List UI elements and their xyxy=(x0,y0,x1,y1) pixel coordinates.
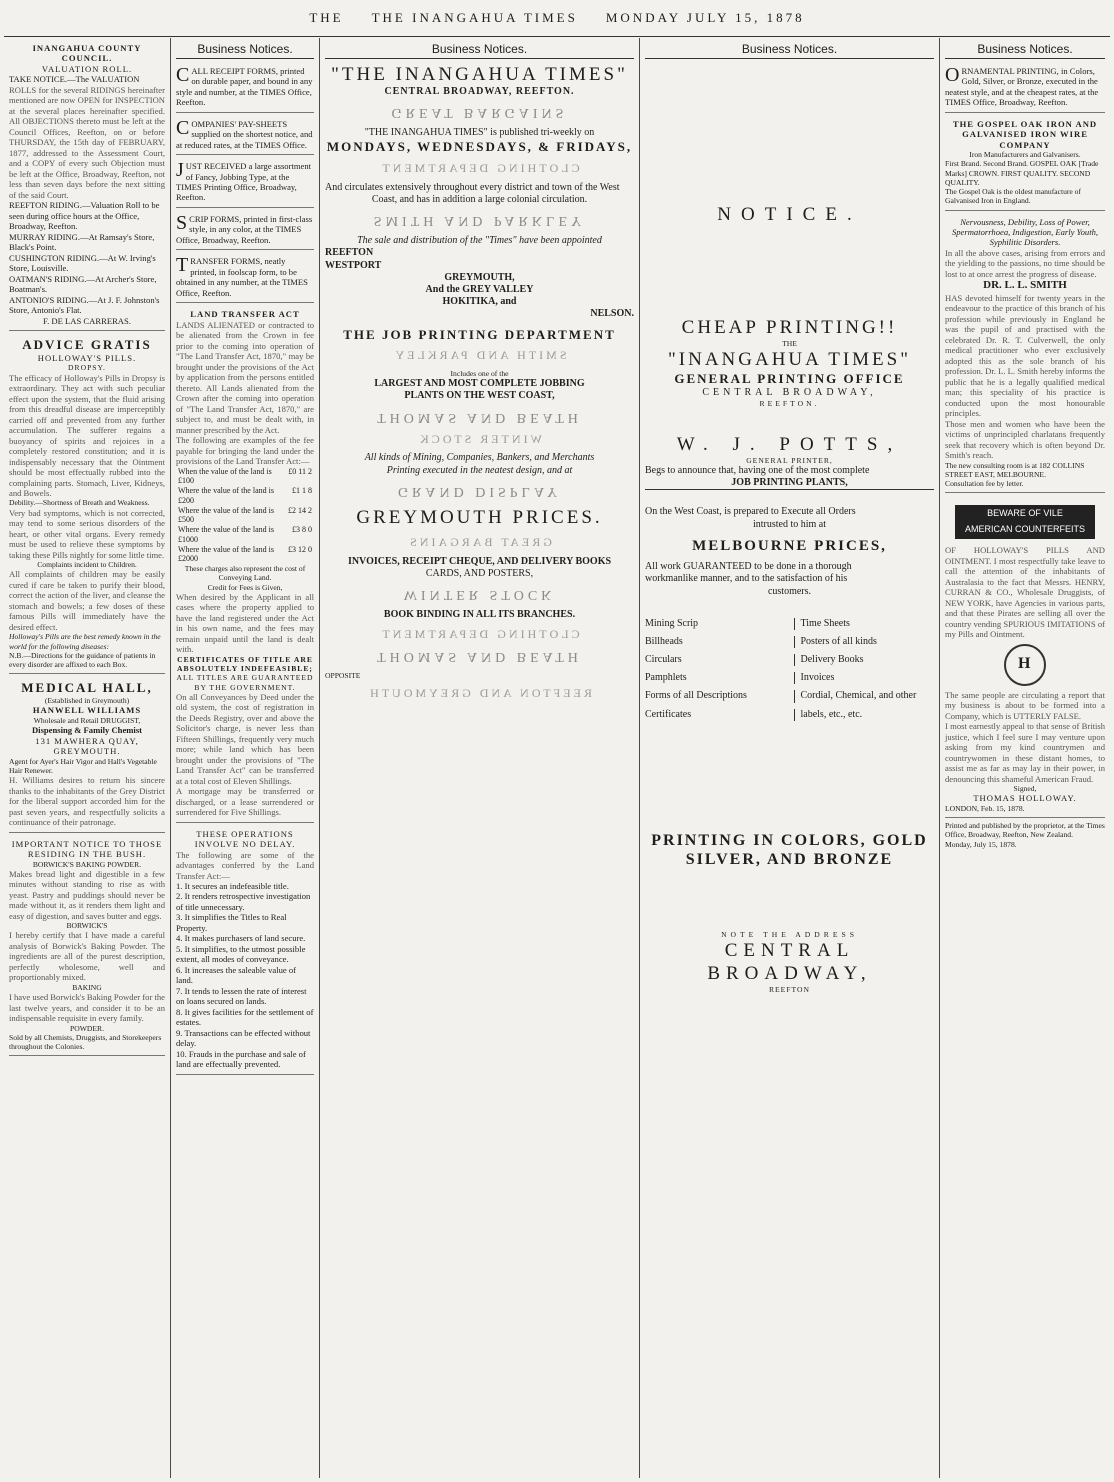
scrip-ad: SCRIP FORMS, printed in first-class style, in any color, at the TIMES Office, Broadway, Reefton. xyxy=(176,211,314,250)
beware-line: BEWARE OF VILE xyxy=(987,508,1063,519)
the-label: THE xyxy=(782,338,797,348)
beware-body-2: The same people are circulating a report that my business is about to be formed into a Company, which is UTTERLY FALSE. xyxy=(945,689,1105,721)
masthead-date: MONDAY JULY 15, 1878 xyxy=(605,10,805,25)
riding-2: CUSHINGTON RIDING.—At W. Irving's Store, Louisville. xyxy=(9,252,156,274)
imprint-line: Printed and published by the proprietor, at the Times Office, Broadway, Reefton, New Zealand. xyxy=(945,821,1105,840)
reefton-footer: REEFTON xyxy=(768,985,811,995)
item-right: labels, etc., etc. xyxy=(794,709,935,721)
counterfeits-line: AMERICAN COUNTERFEITS xyxy=(964,524,1085,535)
riding-0: REEFTON RIDING.—Valuation Roll to be seen during office hours at the Office, Broadway, Reefton. xyxy=(9,200,160,232)
land-body: LANDS ALIENATED or contracted to be alienated from the Crown in fee prior to the coming into operation of "The Land Transfer Act, 1870," may be brought under the provisions of the Act by application from the persons entitled thereto. All Lands alienated from the Crown after the coming into operation of "The Land Transfer Act, 1870," are subject to, and must be dealt with, in manner prescribed by the Act. xyxy=(176,319,314,435)
notice-heading: TAKE NOTICE.—The VALUATION xyxy=(9,74,140,85)
masthead-the: THE xyxy=(309,10,344,25)
reefton-line: REEFTON. xyxy=(759,399,820,409)
column-3 xyxy=(320,38,639,1478)
gospel-note: The Gospel Oak is the oldest manufacture of Galvanised Iron in England. xyxy=(945,187,1082,206)
advantage-item: 3. It simplifies the Titles to Real Property. xyxy=(176,912,287,933)
job-dept-heading: THE JOB PRINTING DEPARTMENT xyxy=(343,326,616,342)
credit-body: When desired by the Applicant in all cases where the property applied to have the land registered under the Act in his own name, and the fees may remain unpaid until the land is dealt with. xyxy=(176,591,314,655)
london-date: LONDON, Feb. 15, 1878. xyxy=(945,803,1025,813)
call-receipt-ad: CALL RECEIPT FORMS, printed on durable paper, and bound in any style and number, at the TIMES Office, Reefton. xyxy=(176,63,314,113)
riding-3: OATMAN'S RIDING.—At Archer's Store, Boatman's. xyxy=(9,273,157,295)
nervousness-body: In all the above cases, arising from errors and the yielding to the passions, no time should be lost to at once arrest the progress of disease. xyxy=(945,247,1105,279)
smith-body-2: Those men and women who have been the victims of unprincipled charlatans frequently seek that recovery which is often beyond Dr. Smith's reach. xyxy=(945,418,1105,461)
central-broadway-footer: CENTRAL BROADWAY, xyxy=(707,940,872,985)
medical-hall-heading: MEDICAL HALL, xyxy=(21,680,153,696)
bleed-through-text: WINTER STOCK xyxy=(417,431,542,446)
dispensing-line: Dispensing & Family Chemist xyxy=(31,725,143,736)
certificates-heading: CERTIFICATES OF TITLE ARE ABSOLUTELY INDEFEASIBLE; xyxy=(177,654,313,674)
complaints-body: All complaints of children may be easily cured if care be taken to purify their blood, correct the action of the liver, and cleanse the stomach and bowels; a few doses of these famous Pills will immediately have the desired effect. xyxy=(9,569,165,632)
riding-4: ANTONIO'S RIDING.—At J. F. Johnston's Store, Antonio's Flat. xyxy=(9,294,160,316)
notice-body: ROLLS for the several RIDINGS hereinafter mentioned are now OPEN for INSPECTION at the several places hereinafter specified. All OBJECTIONS thereto must be left at the Council Offices, Reefton, on or before THURSDAY, the 15th day of FEBRUARY, 1877, addressed to the Assessment Court, and a COPY of every such Objection must be left at the Office, Broadway, Reefton, not less than seven days before the next sitting of the said Court. xyxy=(9,84,165,200)
mortgage-note: A mortgage may be transferred or discharged, or a lease surrendered or surrendered for Five Shillings. xyxy=(176,786,314,818)
complaints-heading: Complaints incident to Children. xyxy=(37,560,137,570)
guaranteed-heading: ALL TITLES ARE GUARANTEED BY THE GOVERNMENT. xyxy=(176,673,314,692)
fee-row xyxy=(176,506,314,526)
council-heading: INANGAHUA COUNTY COUNCIL. xyxy=(32,43,142,64)
fee-value: £3 12 0 xyxy=(288,544,312,554)
holloway-heading: HOLLOWAY'S PILLS. xyxy=(37,352,137,363)
opposite-label: OPPOSITE xyxy=(325,670,361,680)
advantages-intro: The following are some of the advantages conferred by the Land Transfer Act:— xyxy=(176,849,314,881)
silver-line: SILVER, AND BRONZE xyxy=(685,851,894,869)
bookbinding-line: BOOK BINDING IN ALL ITS BRANCHES. xyxy=(383,609,576,621)
plants-line: PLANTS ON THE WEST COAST, xyxy=(404,390,555,402)
includes-line: Includes one of the xyxy=(450,368,509,378)
cards-line: CARDS, AND POSTERS, xyxy=(425,567,534,579)
fee-value: £3 8 0 xyxy=(292,525,312,535)
holloway-seal-icon xyxy=(1004,644,1046,686)
advantage-item: 8. It gives facilities for the settlement of estates. xyxy=(176,1006,314,1028)
town-nelson: NELSON. xyxy=(590,308,634,320)
holloway-signature: THOMAS HOLLOWAY. xyxy=(973,793,1077,804)
invoices-line: INVOICES, RECEIPT CHEQUE, AND DELIVERY BOOKS xyxy=(347,555,612,567)
business-notices-header: Business Notices. xyxy=(325,40,634,59)
bleed-through-text: GREAT BARGAINS xyxy=(407,534,552,549)
note-address: NOTE THE ADDRESS xyxy=(721,929,858,939)
borwicks-label: BORWICK'S xyxy=(66,921,108,931)
advantage-item: 7. It tends to lessen the rate of interest on loans secured on lands. xyxy=(176,985,307,1007)
circulates-line: And circulates extensively throughout every district and town of the West xyxy=(325,181,620,193)
advantage-item: 1. It secures an indefeasible title. xyxy=(176,881,289,891)
melbourne-prices: MELBOURNE PRICES, xyxy=(692,537,887,554)
largest-line: LARGEST AND MOST COMPLETE JOBBING xyxy=(374,378,585,390)
item-left: Mining Scrip xyxy=(645,617,699,629)
published-line: "THE INANGAHUA TIMES" is published tri-weekly on xyxy=(364,127,595,139)
dropsy-heading: DROPSY. xyxy=(68,363,106,373)
bleed-through-text: GREAT BARGAINS xyxy=(391,105,568,121)
masthead-name: THE INANGAHUA TIMES xyxy=(371,10,578,25)
plants-line: JOB PRINTING PLANTS, xyxy=(645,477,934,490)
ornamental-ad: ORNAMENTAL PRINTING, in Colors, Gold, Silver, or Bronze, executed in the neatest style, and at the cheapest rates, at the TIMES Office, Broadway, Reefton. xyxy=(945,63,1105,113)
notice-heading: NOTICE. xyxy=(717,203,862,225)
item-left: Circulars xyxy=(645,654,682,666)
west-line: On the West Coast, is prepared to Execute all Orders xyxy=(645,506,856,518)
advantage-item: 4. It makes purchasers of land secure. xyxy=(176,933,306,944)
debility-body: Very bad symptoms, which is not corrected, may tend to some serious disorders of the heart, or other vital organs. Every remedy must be used to relieve these symptoms by taking these Pills nightly for some little time. xyxy=(9,507,165,560)
executed-line: Printing executed in the neatest design, and at xyxy=(386,464,573,476)
central-broadway: CENTRAL BROADWAY, xyxy=(702,387,877,399)
fee-label: Where the value of the land is £200 xyxy=(178,486,274,505)
masthead xyxy=(0,0,1114,36)
bleed-through-text: REEFTON AND GREYMOUTH xyxy=(367,686,592,701)
important-heading: IMPORTANT NOTICE TO THOSE RESIDING IN THE BUSH. xyxy=(11,838,163,860)
certify-body: I hereby certify that I have made a careful analysis of Borwick's Baking Powder. The ingredients are all of the purest description, perfectly wholesome, well and proportionably mixed. xyxy=(9,930,165,983)
diseases-note: Holloway's Pills are the best remedy known in the world for the following diseases: xyxy=(9,632,161,651)
fee-row xyxy=(176,486,314,506)
agent-line: Agent for Ayer's Hair Vigor and Hall's Vegetable Hair Renewer. xyxy=(9,756,157,775)
smith-address: The new consulting room is at 182 COLLINS STREET EAST, MELBOURNE. xyxy=(945,460,1085,479)
advantage-item: 9. Transactions can be effected without delay. xyxy=(176,1027,311,1049)
certificates-body: On all Conveyances by Deed under the old system, the cost of registration in the Deeds Registry, over and above the Solicitor's charge, is never less than Fifteen Shillings, frequently very much more; while land which has been brought under the provisions of "The Land Transfer Act" can be transferred at a total cost of Eleven Shillings. xyxy=(176,691,314,786)
cheap-printing-heading: CHEAP PRINTING!! xyxy=(681,316,898,338)
customers-line: customers. xyxy=(767,585,812,597)
riding-1: MURRAY RIDING.—At Ramsay's Store, Black's Point. xyxy=(9,231,155,253)
valuation-heading: VALUATION ROLL. xyxy=(41,63,133,74)
all-kinds-line: All kinds of Mining, Companies, Bankers, and Merchants xyxy=(364,452,595,464)
column-2 xyxy=(171,38,319,1478)
fee-row xyxy=(176,545,314,565)
intrusted-line: intrusted to him at xyxy=(752,518,827,530)
debility-heading: Debility.—Shortness of Breath and Weakness. xyxy=(9,498,150,508)
item-right: Time Sheets xyxy=(794,618,935,630)
bleed-through-text: CLOTHING DEPARTMENT xyxy=(379,161,580,176)
printer-line: GENERAL PRINTER, xyxy=(746,455,833,465)
advantage-item: 6. It increases the saleable value of land. xyxy=(176,964,297,986)
potts-name: W. J. POTTS, xyxy=(676,433,903,455)
transfer-ad: TRANSFER FORMS, neatly printed, in foolscap form, to be obtained in any number, at the TIMES Office, Reefton. xyxy=(176,253,314,303)
item-left: Forms of all Descriptions xyxy=(645,690,747,702)
fee-label: Where the value of the land is £2000 xyxy=(178,544,274,564)
column-5 xyxy=(940,38,1110,1478)
beware-body-3: I most earnestly appeal to that sense of British justice, which I feel sure I may venture upon asking from my kind countrymen and countrywomen in these distant homes, to assist me as far as may lay in their power, in denouncing this shameful American Fraud. xyxy=(945,721,1105,784)
manufacturers-line: Iron Manufacturers and Galvanisers. xyxy=(969,150,1081,160)
colors-line: PRINTING IN COLORS, GOLD xyxy=(651,831,928,849)
item-right: Cordial, Chemical, and other xyxy=(794,690,935,702)
business-notices-header: Business Notices. xyxy=(645,40,934,59)
bleed-through-text: WINTER STOCK xyxy=(403,587,556,603)
guaranteed-line: All work GUARANTEED to be done in a thorough xyxy=(645,561,852,573)
bleed-through-text: GRAND DISPLAY xyxy=(397,483,562,499)
baking-label: BAKING xyxy=(72,982,102,992)
council-signature: F. DE LAS CARRERAS. xyxy=(43,315,131,326)
town-westport: WESTPORT xyxy=(325,259,382,271)
top-rule xyxy=(4,36,1110,37)
smith-body: HAS devoted himself for twenty years in the endeavour to the practice of this branch of his profession while previously in England he was the pupil of and practised with the celebrated Dr. R. T. Culverwell, the only medical practitioner who ever exclusively adopted this as the sole branch of his profession. Dr. L. L. Smith hereby informs the public that he is a legally qualified medical man; this speciality of his practice is conducted upon the most honourable principles. xyxy=(945,292,1105,419)
fee-row xyxy=(176,467,314,487)
item-right: Delivery Books xyxy=(794,654,935,666)
advice-heading: ADVICE GRATIS xyxy=(22,337,152,353)
borwick-body: Makes bread light and digestible in a few minutes without standing to rise as with yeast. Pastry and puddings should never be made without it, as it renders them light and easy of digestion, and saves butter and eggs. xyxy=(9,868,165,921)
fee-label: Where the value of the land is £1000 xyxy=(178,525,274,544)
fee-value: £1 1 8 xyxy=(292,486,312,496)
hall-body: H. Williams desires to return his sincere thanks to the inhabitants of the Grey District for the liberal support accorded him for the past seven years, and respectfully solicits a continuance of their patronage. xyxy=(9,775,165,828)
established-note: (Established in Greymouth) xyxy=(44,696,130,706)
bleed-through-text: CLOTHING DEPARTMENT xyxy=(379,627,580,642)
smith-consult: Consultation fee by letter. xyxy=(945,479,1024,489)
column-1 xyxy=(4,38,170,1478)
town-reefton: REEFTON xyxy=(325,247,374,259)
item-left: Billheads xyxy=(645,635,683,647)
beware-body: OF HOLLOWAY'S PILLS AND OINTMENT. I most respectfully take leave to call the attention of the inhabitants of Australasia to the fact that Messrs. HENRY, CURRAN & CO., Wholesale Druggists, of NEW YORK, have Agencies in various parts, and that these Pirates are selling all over the country vending SPURIOUS IMITATIONS of my Pills and Ointment. xyxy=(945,545,1105,640)
greymouth-prices: GREYMOUTH PRICES. xyxy=(356,506,603,528)
begs-line: Begs to announce that, having one of the most complete xyxy=(645,465,870,477)
credit-heading: Credit for Fees is Given, xyxy=(207,582,283,592)
operations-heading: THESE OPERATIONS INVOLVE NO DELAY. xyxy=(194,828,296,850)
printing-items xyxy=(645,618,934,721)
fee-table xyxy=(176,467,314,565)
imprint-date: Monday, July 15, 1878. xyxy=(945,839,1017,849)
smith-heading: DR. L. L. SMITH xyxy=(983,279,1067,292)
advantage-item: 2. It renders retrospective investigation of title unnecessary. xyxy=(176,891,311,912)
fee-value: £0 11 2 xyxy=(288,466,312,476)
business-notices-header: Business Notices. xyxy=(945,40,1105,59)
fee-label: When the value of the land is £100 xyxy=(178,466,272,486)
gospel-oak-heading: THE GOSPEL OAK IRON AND GALVANISED IRON WIRE COMPANY xyxy=(952,118,1098,150)
hanwell-name: HANWELL WILLIAMS xyxy=(32,705,142,716)
advantage-item: 10. Frauds in the purchase and sale of land are effectually prevented. xyxy=(176,1048,306,1070)
powder-label: POWDER. xyxy=(70,1023,104,1033)
bleed-through-text: THOMAS AND BEATH xyxy=(377,648,582,664)
sale-line: The sale and distribution of the "Times" have been appointed xyxy=(357,235,602,247)
quay-line: 131 MAWHERA QUAY, GREYMOUTH. xyxy=(35,735,139,757)
borwick-heading: BORWICK'S BAKING POWDER. xyxy=(32,859,142,869)
land-transfer-heading: LAND TRANSFER ACT xyxy=(190,309,300,320)
fees-intro: The following are examples of the fee payable for bringing the land under the provisions of the Land Transfer Act:— xyxy=(176,435,314,467)
inangahua-times: "INANGAHUA TIMES" xyxy=(668,349,911,371)
conveying-note: These charges also represent the cost of Conveying Land. xyxy=(184,564,306,583)
business-notices-header: Business Notices. xyxy=(176,40,314,59)
just-received-ad: JUST RECEIVED a large assortment of Fancy, Jobbing Type, at the TIMES Printing Office, Broadway, Reefton. xyxy=(176,158,314,208)
town-grey-valley: And the GREY VALLEY xyxy=(425,283,534,295)
directions-note: N.B.—Directions for the guidance of patients in every disorder are affixed to each Box. xyxy=(9,650,156,670)
item-right: Posters of all kinds xyxy=(794,636,935,648)
nervousness-heading: Nervousness, Debility, Loss of Power, Spermatorrhoea, Indigestion, Early Youth, Syphilitic Disorders. xyxy=(951,216,1099,248)
advantage-item: 5. It simplifies, to the utmost possible extent, all modes of conveyance. xyxy=(176,943,306,965)
coast-line: Coast, and has in addition a large colonial circulation. xyxy=(371,193,588,205)
workmanlike-line: workmanlike manner, and to the satisfaction of his xyxy=(645,573,848,585)
bleed-through-text: SMITH AND PARKLEY xyxy=(373,213,586,229)
times-address: CENTRAL BROADWAY, REEFTON. xyxy=(384,85,575,97)
town-hokitika: HOKITIKA, and xyxy=(442,296,517,308)
item-left: Pamphlets xyxy=(645,672,687,684)
companies-ad: COMPANIES' PAY-SHEETS supplied on the shortest notice, and at reduced rates, at the TIMES Office. xyxy=(176,116,314,155)
column-4 xyxy=(640,38,939,1478)
town-greymouth: GREYMOUTH, xyxy=(444,271,515,283)
dropsy-body: The efficacy of Holloway's Pills in Dropsy is extraordinary. They act with such peculiar effect upon the system, that the fluid arising from this dreadful disease are imperceptibly carried off and prevented from any further accumulation. The sufferer regains a buoyancy of spirits and rejoices in a completely restored constitution; and it is indispensably necessary that the Ointment should be most effectually rubbed into the complaining parts. Stomach, Liver, Kidneys, and Bowels. xyxy=(9,372,165,498)
item-right: Invoices xyxy=(794,672,935,684)
days-line: MONDAYS, WEDNESDAYS, & FRIDAYS, xyxy=(326,139,633,155)
baking-body: I have used Borwick's Baking Powder for the last twelve years, and consider it to be an indispensable requisite in every family. xyxy=(9,992,165,1024)
bleed-through-text: SMITH AND PARKLEY xyxy=(392,348,567,363)
sold-line: Sold by all Chemists, Druggists, and Storekeepers throughout the Colonies. xyxy=(9,1032,162,1052)
beware-banner xyxy=(955,505,1095,539)
times-title: "THE INANGAHUA TIMES" xyxy=(331,63,628,85)
item-left: Certificates xyxy=(645,708,692,720)
wholesale-line: Wholesale and Retail DRUGGIST, xyxy=(33,715,141,725)
brands-line: First Brand. Second Brand. GOSPEL OAK [Trade Marks] CROWN. FIRST QUALITY. SECOND QUALITY. xyxy=(945,159,1099,187)
signed-label: Signed, xyxy=(1013,784,1037,794)
general-printing-office: GENERAL PRINTING OFFICE xyxy=(674,371,905,387)
bleed-through-text: THOMAS AND BEATH xyxy=(377,409,582,425)
fee-row xyxy=(176,525,314,545)
fee-label: Where the value of the land is £500 xyxy=(178,505,274,525)
fee-value: £2 14 2 xyxy=(288,505,312,515)
